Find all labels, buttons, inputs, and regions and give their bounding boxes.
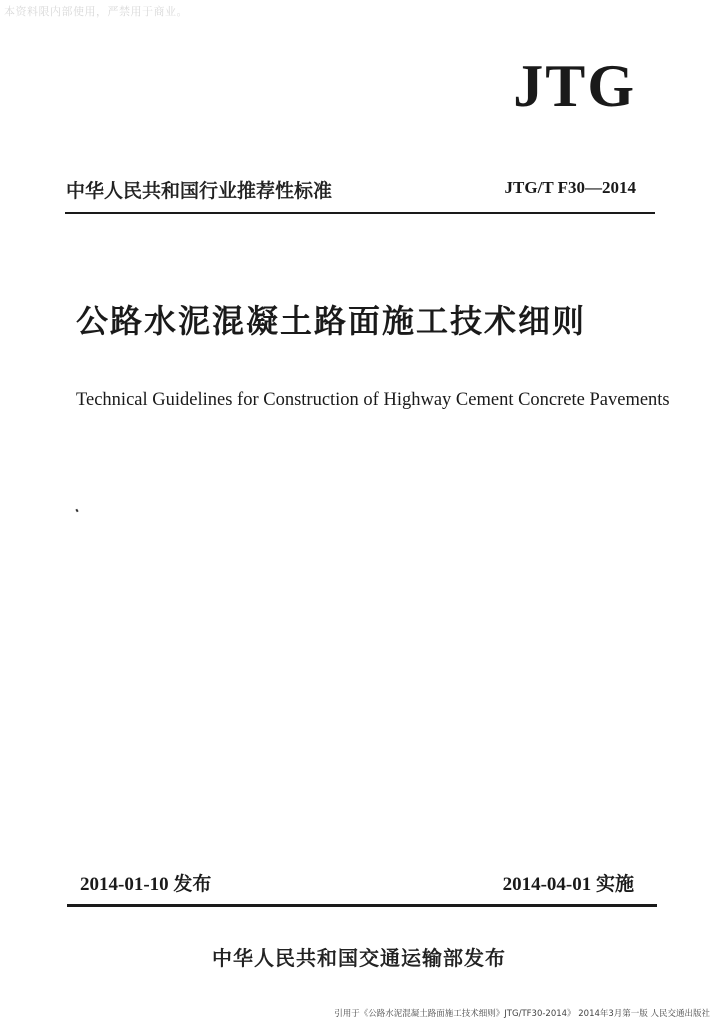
standard-category: 中华人民共和国行业推荐性标准: [66, 180, 333, 202]
issue-date: 2014-01-10 发布: [80, 874, 212, 895]
document-title-chinese: 公路水泥混凝土路面施工技术细则: [76, 302, 587, 340]
scan-speck: [75, 509, 78, 513]
footer-divider: [67, 904, 657, 907]
header-divider: [65, 212, 655, 214]
jtg-logo: JTG: [513, 53, 636, 119]
effective-date: 2014-04-01 实施: [502, 874, 634, 895]
publisher-statement: 中华人民共和国交通运输部发布: [212, 946, 506, 970]
watermark-text: 本资料限内部使用，严禁用于商业。: [4, 5, 188, 18]
document-title-english: Technical Guidelines for Construction of Highway Cement Concrete Pavements: [76, 390, 670, 410]
citation-footer: 引用于《公路水泥混凝土路面施工技术细则》JTG/TF30-2014》 2014年3月第一版 人民交通出版社: [334, 1009, 710, 1019]
standard-code: JTG/T F30—2014: [504, 178, 636, 197]
